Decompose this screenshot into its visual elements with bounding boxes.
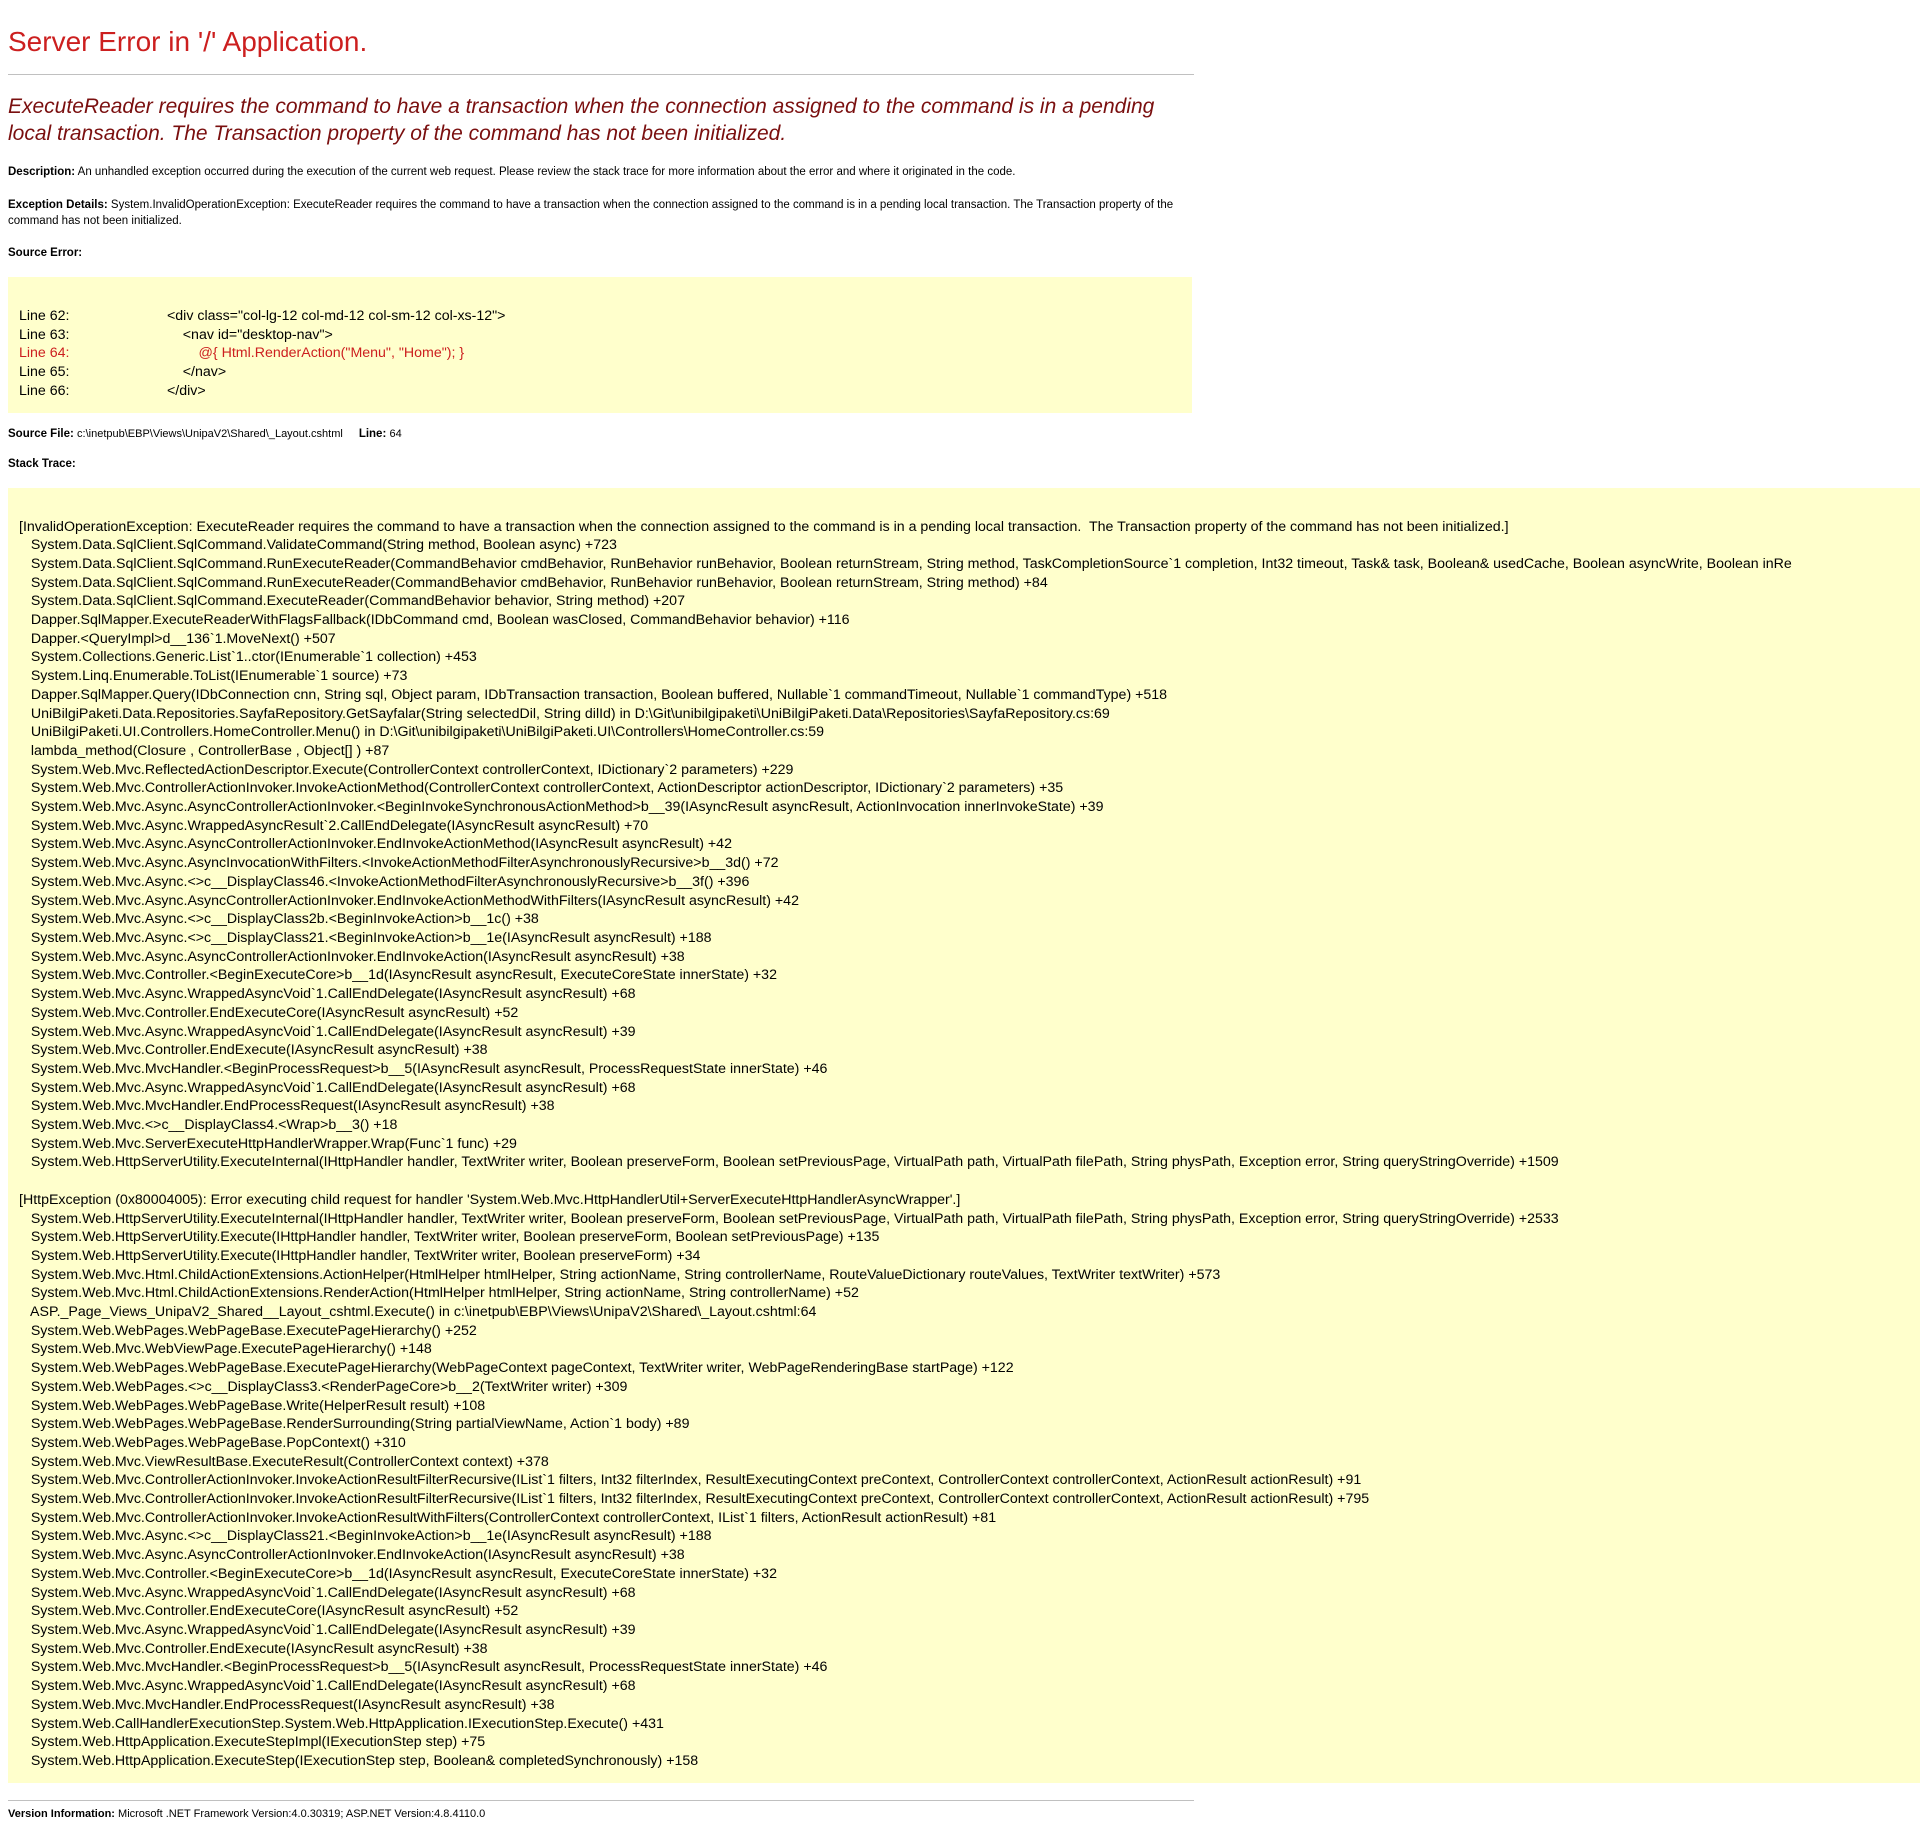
stack-trace-line: System.Web.Mvc.ViewResultBase.ExecuteResult(ControllerContext context) +378 xyxy=(19,1453,549,1470)
stack-trace-line: System.Web.Mvc.Html.ChildActionExtensions.ActionHelper(HtmlHelper htmlHelper, String actionName, String controllerName, RouteValueDictionary routeValues, TextWriter textWriter) +573 xyxy=(19,1266,1221,1283)
version-info-text: Microsoft .NET Framework Version:4.0.30319; ASP.NET Version:4.8.4110.0 xyxy=(118,1807,486,1820)
stack-trace-line: System.Web.Mvc.ControllerActionInvoker.InvokeActionMethod(ControllerContext controllerContext, ActionDescriptor actionDescriptor, IDictionary`2 parameters) +35 xyxy=(19,780,1064,797)
source-line xyxy=(19,382,1179,401)
stack-trace-line: System.Web.CallHandlerExecutionStep.System.Web.HttpApplication.IExecutionStep.Execute() +431 xyxy=(19,1715,664,1732)
stack-block-gap xyxy=(19,1172,1920,1191)
stack-trace-line: System.Web.Mvc.Async.<>c__DisplayClass2b.<BeginInvokeAction>b__1c() +38 xyxy=(19,911,539,928)
stack-trace-line: System.Web.WebPages.WebPageBase.Write(HelperResult result) +108 xyxy=(19,1397,486,1414)
stack-trace-line: System.Web.WebPages.<>c__DisplayClass3.<RenderPageCore>b__2(TextWriter writer) +309 xyxy=(19,1378,628,1395)
stack-trace-line: System.Web.Mvc.ReflectedActionDescriptor.Execute(ControllerContext controllerContext, IDictionary`2 parameters) +229 xyxy=(19,761,794,778)
stack-trace-line: lambda_method(Closure , ControllerBase , Object[] ) +87 xyxy=(19,742,390,759)
source-line-num: Line 62: xyxy=(19,308,70,324)
source-line xyxy=(19,363,1179,382)
stack-trace-line: System.Web.Mvc.ControllerActionInvoker.InvokeActionResultFilterRecursive(IList`1 filters, Int32 filterIndex, ResultExecutingContext preContext, ControllerContext controllerContext, ActionResult actionResult) +795 xyxy=(19,1491,1370,1508)
stack-trace-line: System.Web.WebPages.WebPageBase.PopContext() +310 xyxy=(19,1434,406,1451)
exception-details-section xyxy=(8,197,1194,229)
stack-trace-line: System.Web.Mvc.ControllerActionInvoker.InvokeActionResultWithFilters(ControllerContext controllerContext, IList`1 filters, ActionResult actionResult) +81 xyxy=(19,1509,997,1526)
description-section xyxy=(8,164,1194,180)
stack-trace-line: System.Web.Mvc.Async.<>c__DisplayClass21.<BeginInvokeAction>b__1e(IAsyncResult asyncResult) +188 xyxy=(19,1528,712,1545)
stack-trace-line: System.Web.Mvc.Controller.<BeginExecuteCore>b__1d(IAsyncResult asyncResult, ExecuteCoreState innerState) +32 xyxy=(19,1565,777,1582)
stack-trace-line: System.Web.Mvc.ServerExecuteHttpHandlerWrapper.Wrap(Func`1 func) +29 xyxy=(19,1135,517,1152)
source-line-code: </nav> xyxy=(167,364,227,381)
stack-trace-line: System.Web.Mvc.MvcHandler.<BeginProcessRequest>b__5(IAsyncResult asyncResult, ProcessRequestState innerState) +46 xyxy=(19,1060,828,1077)
description-label: Description: xyxy=(8,166,76,178)
source-line-num: Line 66: xyxy=(19,382,70,399)
stack-trace-line: System.Web.WebPages.WebPageBase.ExecutePageHierarchy() +252 xyxy=(19,1322,477,1339)
source-line-number: 64 xyxy=(389,427,402,440)
stack-trace-line: System.Web.Mvc.Controller.EndExecuteCore(IAsyncResult asyncResult) +52 xyxy=(19,1603,519,1620)
stack-trace-line: System.Web.Mvc.Controller.<BeginExecuteCore>b__1d(IAsyncResult asyncResult, ExecuteCoreState innerState) +32 xyxy=(19,967,777,984)
source-line xyxy=(19,344,1179,363)
stack-trace-line: System.Collections.Generic.List`1..ctor(IEnumerable`1 collection) +453 xyxy=(19,649,477,666)
stack-trace-line: UniBilgiPaketi.Data.Repositories.SayfaRepository.GetSayfalar(String selectedDil, String dilId) in D:\Git\unibilgipaketi\UniBilgiPaketi.Data\Repositories\SayfaRepository.cs:69 xyxy=(19,705,1110,722)
stack-trace-line: System.Web.Mvc.Async.WrappedAsyncResult`2.CallEndDelegate(IAsyncResult asyncResult) +70 xyxy=(19,817,649,834)
stack-trace-line: System.Web.Mvc.Controller.EndExecute(IAsyncResult asyncResult) +38 xyxy=(19,1042,488,1059)
stack-trace-line: System.Web.Mvc.Async.WrappedAsyncVoid`1.CallEndDelegate(IAsyncResult asyncResult) +68 xyxy=(19,1584,636,1601)
stack-trace-line: System.Web.HttpServerUtility.Execute(IHttpHandler handler, TextWriter writer, Boolean preserveForm, Boolean setPreviousPage) +135 xyxy=(19,1229,880,1246)
stack-trace-line: System.Web.Mvc.Async.AsyncInvocationWithFilters.<InvokeActionMethodFilterAsynchronouslyRecursive>b__3d() +72 xyxy=(19,855,779,872)
version-info-label: Version Information: xyxy=(8,1807,115,1820)
stack-trace-line: System.Web.Mvc.ControllerActionInvoker.InvokeActionResultFilterRecursive(IList`1 filters, Int32 filterIndex, ResultExecutingContext preContext, ControllerContext controllerContext, ActionResult actionResult) +91 xyxy=(19,1472,1362,1489)
source-file-path: c:\inetpub\EBP\Views\UnipaV2\Shared\_Layout.cshtml xyxy=(77,427,343,440)
stack-trace-line: [InvalidOperationException: ExecuteReader requires the command to have a transaction when the connection assigned to the command is in a pending local transaction. The Transaction property of the command has not been initialized.] xyxy=(19,518,1509,535)
version-info-section xyxy=(8,1807,1912,1821)
stack-trace-code xyxy=(8,488,1920,1783)
stack-trace-line: UniBilgiPaketi.UI.Controllers.HomeController.Menu() in D:\Git\unibilgipaketi\UniBilgiPaketi.UI\Controllers\HomeController.cs:59 xyxy=(19,724,825,741)
source-line-code: @{ Html.RenderAction("Menu", "Home"); } xyxy=(167,345,465,362)
description-text: An unhandled exception occurred during the execution of the current web request. Please review the stack trace for more information about the error and where it originated in the code. xyxy=(77,166,1016,178)
source-line xyxy=(19,307,1179,326)
stack-trace-line: System.Web.Mvc.Async.WrappedAsyncVoid`1.CallEndDelegate(IAsyncResult asyncResult) +39 xyxy=(19,1621,636,1638)
stack-trace-line: System.Web.Mvc.Async.AsyncControllerActionInvoker.EndInvokeActionMethod(IAsyncResult asyncResult) +42 xyxy=(19,836,732,853)
stack-trace-line: System.Web.Mvc.Async.AsyncControllerActionInvoker.EndInvokeActionMethodWithFilters(IAsyncResult asyncResult) +42 xyxy=(19,892,799,909)
stack-trace-line: System.Web.HttpServerUtility.Execute(IHttpHandler handler, TextWriter writer, Boolean preserveForm) +34 xyxy=(19,1247,701,1264)
stack-trace-line: System.Web.HttpServerUtility.ExecuteInternal(IHttpHandler handler, TextWriter writer, Boolean preserveForm, Boolean setPreviousPage, VirtualPath path, VirtualPath filePath, String physPath, Exception error, String queryStringOverride) +1509 xyxy=(19,1154,1559,1171)
stack-trace-line: System.Web.Mvc.MvcHandler.EndProcessRequest(IAsyncResult asyncResult) +38 xyxy=(19,1098,555,1115)
source-file-section xyxy=(8,426,1194,442)
stack-trace-line: System.Web.Mvc.Async.WrappedAsyncVoid`1.CallEndDelegate(IAsyncResult asyncResult) +68 xyxy=(19,1678,636,1695)
stack-trace-line: System.Data.SqlClient.SqlCommand.ValidateCommand(String method, Boolean async) +723 xyxy=(19,537,617,554)
error-message: ExecuteReader requires the command to have a transaction when the connection assigned to the command is in a pending local transaction. The Transaction property of the command has not been initialized. xyxy=(8,95,1155,145)
source-line-num: Line 63: xyxy=(19,326,70,343)
stack-trace-line: System.Data.SqlClient.SqlCommand.RunExecuteReader(CommandBehavior cmdBehavior, RunBehavior runBehavior, Boolean returnStream, String method, TaskCompletionSource`1 completion, Int32 timeout, Task& task, Boolean& usedCache, Boolean asyncWrite, Boolean inRe xyxy=(19,555,1792,572)
stack-trace-line: System.Web.Mvc.Controller.EndExecute(IAsyncResult asyncResult) +38 xyxy=(19,1640,488,1657)
stack-trace-line: System.Data.SqlClient.SqlCommand.RunExecuteReader(CommandBehavior cmdBehavior, RunBehavior runBehavior, Boolean returnStream, String method) +84 xyxy=(19,574,1048,591)
stack-trace-line: System.Web.Mvc.Controller.EndExecuteCore(IAsyncResult asyncResult) +52 xyxy=(19,1004,519,1021)
stack-trace-line: System.Web.Mvc.Async.AsyncControllerActionInvoker.EndInvokeAction(IAsyncResult asyncResult) +38 xyxy=(19,948,685,965)
source-line-num: Line 64: xyxy=(19,345,70,362)
source-line-code: <div class="col-lg-12 col-md-12 col-sm-12 col-xs-12"> xyxy=(167,308,506,324)
source-error-code xyxy=(8,277,1192,413)
stack-trace-line: System.Web.HttpApplication.ExecuteStep(IExecutionStep step, Boolean& completedSynchronously) +158 xyxy=(19,1752,699,1769)
stack-trace-line: System.Web.Mvc.MvcHandler.<BeginProcessRequest>b__5(IAsyncResult asyncResult, ProcessRequestState innerState) +46 xyxy=(19,1659,828,1676)
stack-trace-line: System.Web.Mvc.WebViewPage.ExecutePageHierarchy() +148 xyxy=(19,1341,432,1358)
stack-trace-line: [HttpException (0x80004005): Error executing child request for handler 'System.Web.Mvc.HttpHandlerUtil+ServerExecuteHttpHandlerAsyncWrapper'.] xyxy=(19,1191,961,1208)
source-error-label: Source Error: xyxy=(8,247,83,259)
stack-trace-line: System.Web.Mvc.Async.<>c__DisplayClass46.<InvokeActionMethodFilterAsynchronouslyRecursive>b__3f() +396 xyxy=(19,873,750,890)
stack-trace-line: System.Web.Mvc.Async.AsyncControllerActionInvoker.<BeginInvokeSynchronousActionMethod>b__39(IAsyncResult asyncResult, ActionInvocation innerInvokeState) +39 xyxy=(19,799,1104,816)
stack-trace-line: Dapper.SqlMapper.ExecuteReaderWithFlagsFallback(IDbCommand cmd, Boolean wasClosed, CommandBehavior behavior) +116 xyxy=(19,612,850,629)
source-line xyxy=(19,326,1179,345)
stack-trace-line: System.Web.Mvc.<>c__DisplayClass4.<Wrap>b__3() +18 xyxy=(19,1117,398,1134)
exception-details-label: Exception Details: xyxy=(8,199,108,211)
stack-trace-line: System.Web.HttpServerUtility.ExecuteInternal(IHttpHandler handler, TextWriter writer, Boolean preserveForm, Boolean setPreviousPage, VirtualPath path, VirtualPath filePath, String physPath, Exception error, String queryStringOverride) +2533 xyxy=(19,1210,1559,1227)
stack-trace-line: System.Web.WebPages.WebPageBase.ExecutePageHierarchy(WebPageContext pageContext, TextWriter writer, WebPageRenderingBase startPage) +122 xyxy=(19,1360,1014,1377)
stack-trace-line: System.Web.Mvc.Async.WrappedAsyncVoid`1.CallEndDelegate(IAsyncResult asyncResult) +39 xyxy=(19,1023,636,1040)
stack-trace-line: System.Web.Mvc.MvcHandler.EndProcessRequest(IAsyncResult asyncResult) +38 xyxy=(19,1696,555,1713)
stack-trace-line: System.Web.WebPages.WebPageBase.RenderSurrounding(String partialViewName, Action`1 body) +89 xyxy=(19,1416,690,1433)
stack-trace-line: System.Web.Mvc.Async.WrappedAsyncVoid`1.CallEndDelegate(IAsyncResult asyncResult) +68 xyxy=(19,1079,636,1096)
source-line-num: Line 65: xyxy=(19,364,70,381)
stack-trace-line: Dapper.<QueryImpl>d__136`1.MoveNext() +507 xyxy=(19,630,336,647)
page-title: Server Error in '/' Application. xyxy=(8,26,368,57)
stack-trace-label: Stack Trace: xyxy=(8,457,76,470)
stack-trace-line: ASP._Page_Views_UnipaV2_Shared__Layout_cshtml.Execute() in c:\inetpub\EBP\Views\UnipaV2\Shared\_Layout.cshtml:64 xyxy=(19,1304,817,1321)
stack-trace-line: System.Linq.Enumerable.ToList(IEnumerable`1 source) +73 xyxy=(19,668,408,685)
source-line-code: <nav id="desktop-nav"> xyxy=(167,326,333,343)
title-divider xyxy=(8,74,1194,75)
exception-details-text: System.InvalidOperationException: ExecuteReader requires the command to have a transaction when the connection assigned to the command is in a pending local transaction. The Transaction property of the command has not been initialized. xyxy=(8,199,1174,227)
stack-trace-line: System.Web.Mvc.Async.AsyncControllerActionInvoker.EndInvokeAction(IAsyncResult asyncResult) +38 xyxy=(19,1547,685,1564)
stack-trace-line: System.Data.SqlClient.SqlCommand.ExecuteReader(CommandBehavior behavior, String method) +207 xyxy=(19,593,685,610)
source-file-label: Source File: xyxy=(8,427,74,440)
source-line-label: Line: xyxy=(358,427,387,440)
footer-divider xyxy=(8,1800,1194,1801)
stack-trace-line: System.Web.Mvc.Async.<>c__DisplayClass21.<BeginInvokeAction>b__1e(IAsyncResult asyncResult) +188 xyxy=(19,929,712,946)
stack-trace-line: Dapper.SqlMapper.Query(IDbConnection cnn, String sql, Object param, IDbTransaction transaction, Boolean buffered, Nullable`1 commandTimeout, Nullable`1 commandType) +518 xyxy=(19,686,1168,703)
stack-trace-line: System.Web.Mvc.Html.ChildActionExtensions.RenderAction(HtmlHelper htmlHelper, String actionName, String controllerName) +52 xyxy=(19,1285,859,1302)
stack-trace-line: System.Web.Mvc.Async.WrappedAsyncVoid`1.CallEndDelegate(IAsyncResult asyncResult) +68 xyxy=(19,986,636,1003)
source-line-code: </div> xyxy=(167,382,206,399)
stack-trace-line: System.Web.HttpApplication.ExecuteStepImpl(IExecutionStep step) +75 xyxy=(19,1734,486,1751)
